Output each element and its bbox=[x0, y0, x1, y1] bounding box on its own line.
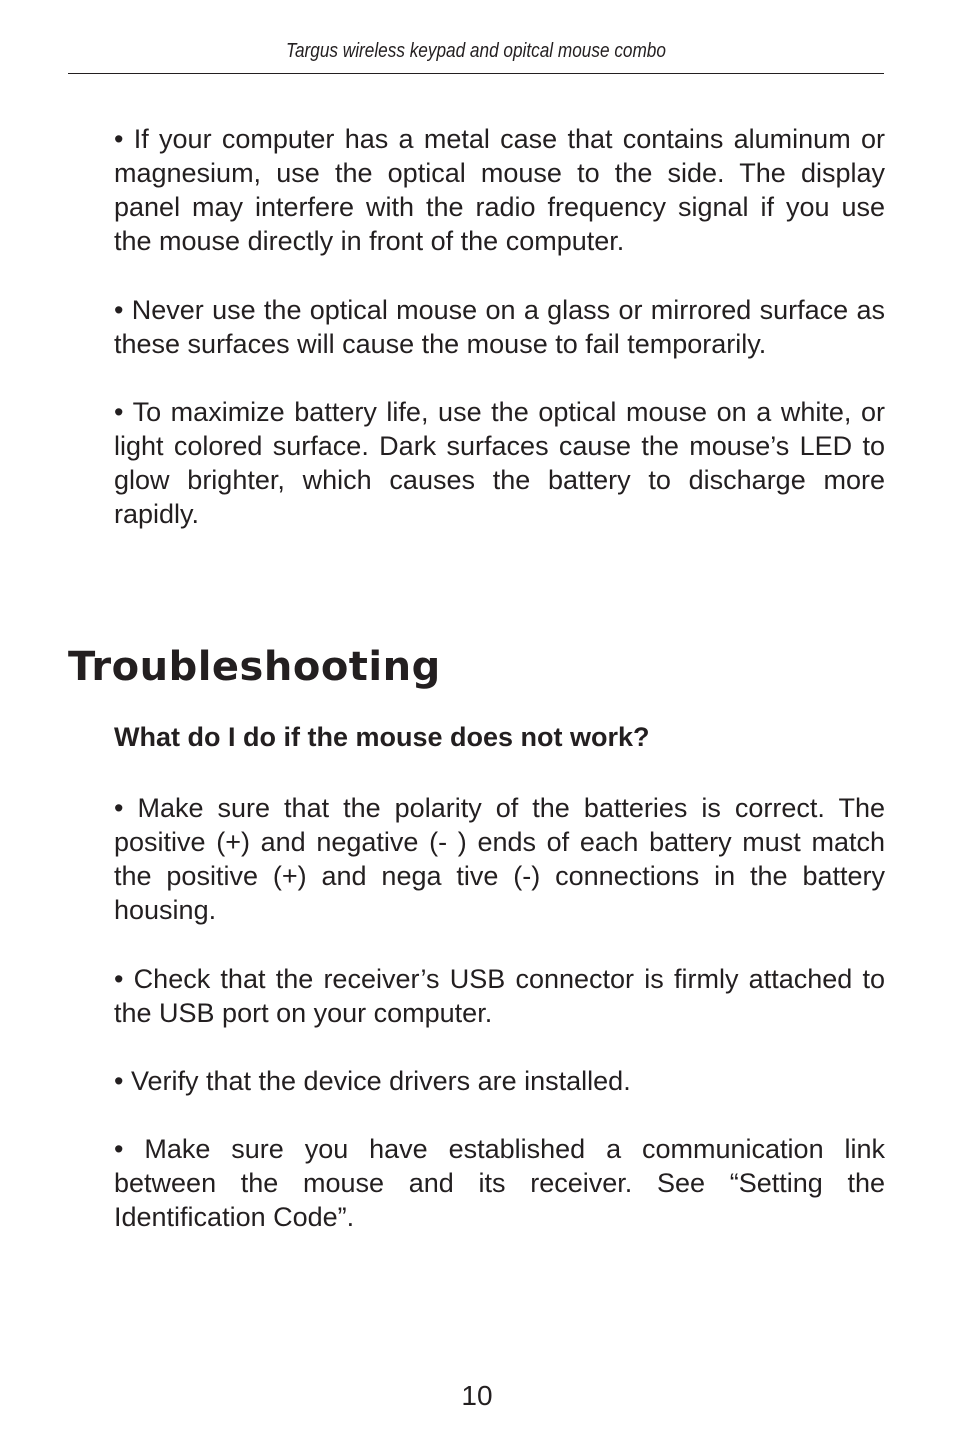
page-number: 10 bbox=[461, 1380, 493, 1411]
bullet-glass-surface: • Never use the optical mouse on a glass or mirrored surface as these surfaces will cause the mouse to fail temporarily. bbox=[114, 295, 885, 359]
bullet-battery-polarity: • Make sure that the polarity of the batteries is correct. The positive (+) and negative (- ) ends of each battery must match the positive (+) and nega tive (-) connections in the battery housing. bbox=[114, 793, 885, 925]
running-header: Targus wireless keypad and opitcal mouse combo bbox=[286, 40, 666, 62]
bullet-communication-link: • Make sure you have established a communication link between the mouse and its receiver. See “Setting the Identification Code”. bbox=[114, 1134, 885, 1232]
header-divider bbox=[68, 73, 884, 74]
bullet-metal-case: • If your computer has a metal case that contains aluminum or magnesium, use the optical mouse to the side. The display panel may interfere with the radio frequency signal if you use the mouse directly in front of the computer. bbox=[114, 124, 885, 256]
bullet-battery-life: • To maximize battery life, use the optical mouse on a white, or light colored surface. Dark surfaces cause the mouse’s LED to glow brighter, which causes the battery to discharge more rapidly. bbox=[114, 397, 885, 529]
bullet-usb-connector: • Check that the receiver’s USB connector is firmly attached to the USB port on your computer. bbox=[114, 964, 885, 1028]
bullet-drivers: • Verify that the device drivers are installed. bbox=[114, 1066, 631, 1096]
section-title: Troubleshooting bbox=[68, 644, 441, 690]
faq-question: What do I do if the mouse does not work? bbox=[114, 722, 650, 752]
